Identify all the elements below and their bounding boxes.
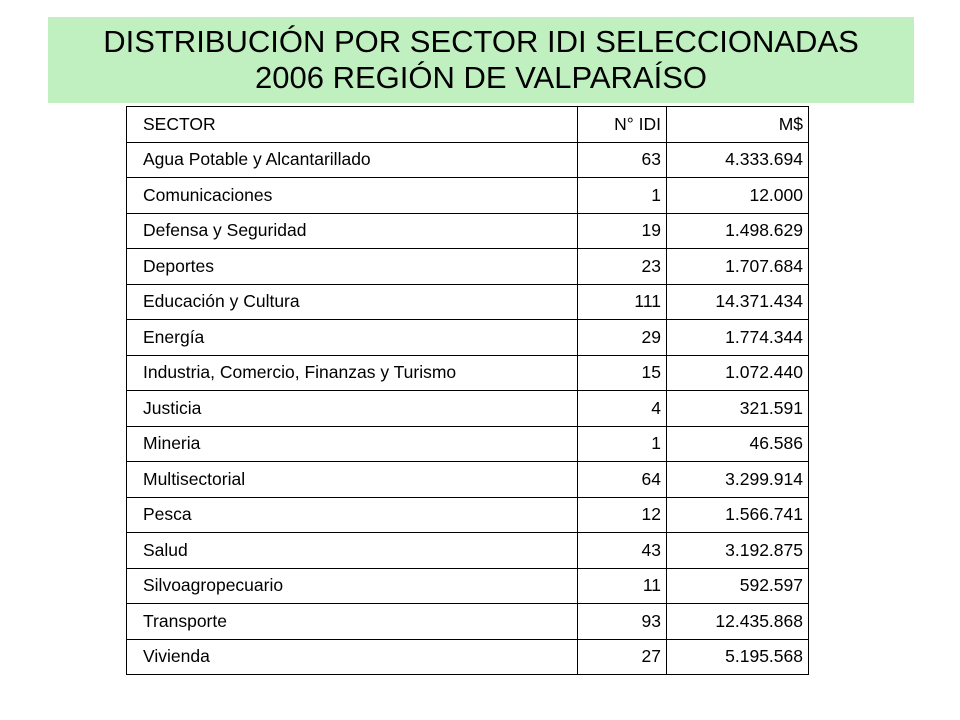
cell-idi-count: 63 — [578, 142, 667, 178]
page-title-line-2: 2006 REGIÓN DE VALPARAÍSO — [255, 60, 707, 95]
cell-amount: 1.707.684 — [667, 249, 809, 285]
cell-sector: Pesca — [127, 497, 578, 533]
cell-sector: Mineria — [127, 426, 578, 462]
table-row — [127, 426, 809, 462]
cell-amount: 321.591 — [667, 391, 809, 427]
table-row — [127, 604, 809, 640]
cell-amount: 1.566.741 — [667, 497, 809, 533]
cell-amount: 46.586 — [667, 426, 809, 462]
cell-sector: Educación y Cultura — [127, 284, 578, 320]
cell-idi-count: 93 — [578, 604, 667, 640]
cell-amount: 1.498.629 — [667, 213, 809, 249]
cell-idi-count: 27 — [578, 639, 667, 675]
header-amount: M$ — [667, 107, 809, 143]
cell-sector: Industria, Comercio, Finanzas y Turismo — [127, 355, 578, 391]
cell-amount: 592.597 — [667, 568, 809, 604]
cell-sector: Deportes — [127, 249, 578, 285]
cell-sector: Comunicaciones — [127, 178, 578, 214]
cell-idi-count: 23 — [578, 249, 667, 285]
sector-table — [126, 106, 809, 675]
cell-sector: Multisectorial — [127, 462, 578, 498]
cell-sector: Salud — [127, 533, 578, 569]
table-row — [127, 213, 809, 249]
table-row — [127, 142, 809, 178]
cell-idi-count: 11 — [578, 568, 667, 604]
cell-amount: 14.371.434 — [667, 284, 809, 320]
table-row — [127, 497, 809, 533]
cell-idi-count: 15 — [578, 355, 667, 391]
cell-amount: 12.000 — [667, 178, 809, 214]
header-sector: SECTOR — [127, 107, 578, 143]
cell-amount: 3.192.875 — [667, 533, 809, 569]
header-idi-count: N° IDI — [578, 107, 667, 143]
table-row — [127, 178, 809, 214]
page-title — [48, 17, 914, 103]
cell-amount: 3.299.914 — [667, 462, 809, 498]
cell-idi-count: 1 — [578, 178, 667, 214]
cell-idi-count: 12 — [578, 497, 667, 533]
cell-idi-count: 111 — [578, 284, 667, 320]
table-header-row — [127, 107, 809, 143]
cell-amount: 12.435.868 — [667, 604, 809, 640]
table-row — [127, 568, 809, 604]
cell-idi-count: 29 — [578, 320, 667, 356]
table-row — [127, 355, 809, 391]
table-row — [127, 284, 809, 320]
cell-sector: Silvoagropecuario — [127, 568, 578, 604]
cell-amount: 4.333.694 — [667, 142, 809, 178]
cell-idi-count: 1 — [578, 426, 667, 462]
cell-idi-count: 64 — [578, 462, 667, 498]
cell-amount: 5.195.568 — [667, 639, 809, 675]
cell-sector: Agua Potable y Alcantarillado — [127, 142, 578, 178]
table-row — [127, 462, 809, 498]
cell-sector: Vivienda — [127, 639, 578, 675]
cell-idi-count: 19 — [578, 213, 667, 249]
cell-amount: 1.774.344 — [667, 320, 809, 356]
table-row — [127, 391, 809, 427]
cell-idi-count: 4 — [578, 391, 667, 427]
table-row — [127, 533, 809, 569]
table-row — [127, 249, 809, 285]
cell-sector: Transporte — [127, 604, 578, 640]
cell-amount: 1.072.440 — [667, 355, 809, 391]
cell-idi-count: 43 — [578, 533, 667, 569]
table-row — [127, 320, 809, 356]
cell-sector: Defensa y Seguridad — [127, 213, 578, 249]
cell-sector: Justicia — [127, 391, 578, 427]
cell-sector: Energía — [127, 320, 578, 356]
page-title-line-1: DISTRIBUCIÓN POR SECTOR IDI SELECCIONADAS — [103, 24, 859, 59]
table-row — [127, 639, 809, 675]
